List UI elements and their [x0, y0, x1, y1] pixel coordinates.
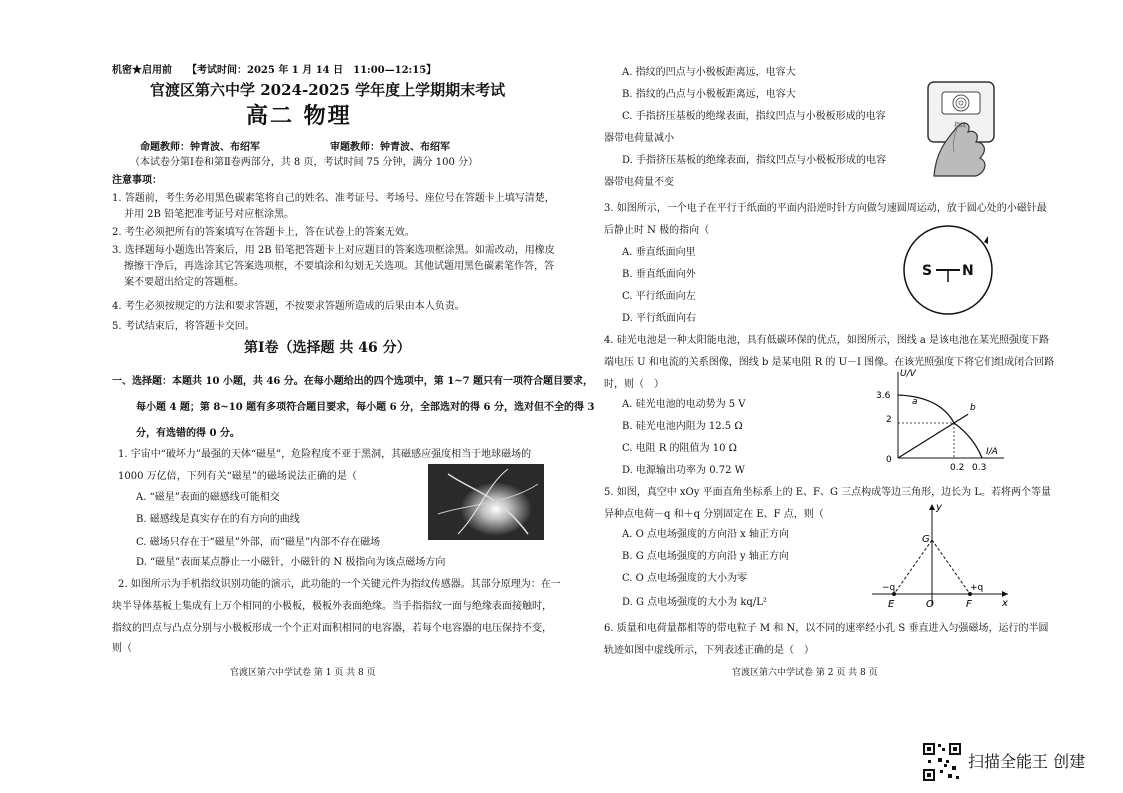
- q1-option-a: A. “磁星”表面的磁感线可能相交: [136, 492, 280, 503]
- q4-stem-cont2: 时，则（ ）: [604, 379, 664, 390]
- q6-stem: 6. 质量和电荷量都相等的带电粒子 M 和 N，以不同的速率经小孔 S 垂直进入匀强磁场，运行的半圆: [604, 623, 1049, 634]
- field-e-label: E: [888, 599, 895, 610]
- instructions-3: 分，有选错的得 0 分。: [136, 428, 240, 439]
- ui-tick-2: 2: [886, 415, 892, 425]
- q2-stem: 2. 如图所示为手机指纹识别功能的演示，此功能的一个关键元件为指纹传感器。其部分原理为：在一: [118, 579, 561, 590]
- q3-option-c: C. 平行纸面向左: [622, 291, 696, 302]
- scanner-watermark: 扫描全能王 创建: [968, 752, 1086, 771]
- ui-curve-a-label: a: [912, 397, 918, 407]
- ui-series-b: [898, 414, 968, 458]
- compass-s-label: S: [922, 263, 933, 279]
- q6-stem-cont: 轨迹如图中虚线所示，下列表述正确的是（ ）: [604, 645, 814, 656]
- q5-option-a: A. O 点电场强度的方向沿 x 轴正方向: [622, 529, 789, 540]
- q4-option-a: A. 硅光电池的电动势为 5 V: [622, 399, 746, 410]
- q4-option-d: D. 电源输出功率为 0.72 W: [622, 465, 745, 476]
- notice-3: 3. 选择题每小题选出答案后，用 2B 铅笔把答题卡上对应题目的答案选项框涂黑。如需改动，用橡皮: [112, 245, 555, 256]
- ui-curve-b-label: b: [970, 403, 976, 413]
- notice-3-cont2: 案不要超出给定的答题框。: [124, 277, 244, 288]
- page-2-footer: 官渡区第六中学试卷 第 2 页 共 8 页: [732, 668, 878, 678]
- q2-option-d-cont: 器带电荷量不变: [604, 177, 674, 188]
- phone-label: 指纹: [954, 122, 967, 129]
- instructions-1: 一、选择题：本题共 10 小题，共 46 分。在每小题给出的四个选项中，第 1~7 题只有一项符合题目要求，: [112, 376, 594, 387]
- ui-u-axis-label: U/V: [900, 369, 916, 379]
- q3-option-b: B. 垂直纸面向外: [622, 269, 696, 280]
- charge-triangle-figure: [862, 500, 1012, 610]
- field-f-label: F: [966, 599, 972, 610]
- q5-stem: 5. 如图，真空中 xOy 平面直角坐标系上的 E、F、G 三点构成等边三角形，边长为 L。若将两个等量: [604, 487, 1051, 498]
- compass-n-label: N: [962, 263, 974, 279]
- q4-stem-cont1: 端电压 U 和电流的关系图像，图线 b 是某电阻 R 的 U－I 图像。在该光照强度下将它们组成闭合回路: [604, 357, 1055, 368]
- q4-option-c: C. 电阻 R 的阻值为 10 Ω: [622, 443, 737, 454]
- notice-3-cont: 擦擦干净后，再选涂其它答案选项框，不要填涂和勾划无关选项。其他试题用黑色碳素笔作答，答: [124, 261, 554, 272]
- ui-graph-svg: [868, 366, 1008, 476]
- q2-option-b: B. 指纹的凸点与小极板距离远，电容大: [622, 89, 796, 100]
- field-pos-charge: +q: [970, 583, 984, 593]
- q1-stem: 1. 宇宙中“破坏力”最强的天体“磁星”，危险程度不亚于黑洞，其磁感应强度相当于地球磁场的: [118, 449, 532, 460]
- q1-stem-cont: 1000 万亿倍，下列有关“磁星”的磁场说法正确的是（: [118, 471, 357, 482]
- ui-tick-0: 0: [886, 455, 892, 465]
- q3-option-a: A. 垂直纸面向里: [622, 247, 696, 258]
- q4-option-b: B. 硅光电池内阻为 12.5 Ω: [622, 421, 743, 432]
- ui-i-axis-label: I/A: [986, 447, 998, 457]
- ui-tick-02: 0.2: [950, 463, 965, 473]
- fingerprint-phone-image: [914, 80, 1010, 178]
- magnetar-image: [428, 464, 544, 540]
- exam-page-2: [562, 0, 1123, 793]
- field-g-label: G: [922, 534, 930, 545]
- ui-tick-36: 3.6: [876, 391, 891, 401]
- q3-stem-cont: 后静止时 N 极的指向（: [604, 225, 710, 236]
- q2-stem-cont1: 块半导体基板上集成有上万个相同的小极板，极板外表面绝缘。当手指指纹一面与绝缘表面接触时，: [112, 601, 552, 612]
- section-1-heading: 第Ⅰ卷（选择题 共 46 分）: [244, 340, 411, 356]
- compass-figure: [900, 222, 996, 318]
- q5-option-d: D. G 点电场强度的大小为 kq/L²: [622, 597, 767, 608]
- q2-stem-cont2: 指纹的凹点与凸点分别与小极板形成一个个正对面积相同的电容器，若每个电容器的电压保持不变，: [112, 623, 552, 634]
- q3-option-d: D. 平行纸面向右: [622, 313, 697, 324]
- q2-option-a: A. 指纹的凹点与小极板距离远，电容大: [622, 67, 796, 78]
- notice-heading: 注意事项：: [112, 175, 162, 186]
- confidential-header: 机密★启用前 【考试时间：2025 年 1 月 14 日 11:00—12:15】: [112, 65, 437, 76]
- exam-info: （本试卷分第Ⅰ卷和第Ⅱ卷两部分，共 8 页，考试时间 75 分钟，满分 100 分）: [130, 157, 478, 168]
- q2-stem-cont3: 则（: [112, 643, 132, 654]
- q2-option-d: D. 手指挤压基板的绝缘表面，指纹凹点与小极板形成的电容: [622, 155, 887, 166]
- notice-1-cont: 并用 2B 铅笔把准考证号对应框涂黑。: [124, 209, 295, 220]
- exam-title: 官渡区第六中学 2024-2025 学年度上学期期末考试: [150, 81, 506, 99]
- q1-option-b: B. 磁感线是真实存在的有方向的曲线: [136, 514, 300, 525]
- q5-stem-cont: 异种点电荷－q 和＋q 分别固定在 E、F 点，则（: [604, 509, 824, 520]
- subject-title: 高二 物理: [246, 103, 352, 129]
- ui-tick-03: 0.3: [972, 463, 987, 473]
- notice-4: 4. 考生必须按规定的方法和要求答题，不按要求答题所造成的后果由本人负责。: [112, 301, 465, 312]
- field-neg-charge: −q: [882, 583, 896, 593]
- teachers-line: 命题教师：钟青波、布绍军 审题教师：钟青波、布绍军: [140, 142, 450, 153]
- q1-option-c: C. 磁场只存在于“磁星”外部，而“磁星”内部不存在磁场: [136, 537, 381, 548]
- field-o-label: O: [926, 599, 934, 610]
- field-y-label: y: [936, 502, 942, 513]
- q3-stem: 3. 如图所示，一个电子在平行于纸面的平面内沿逆时针方向做匀速圆周运动，放于圆心处的小磁针最: [604, 203, 1047, 214]
- instructions-2: 每小题 4 题；第 8~10 题有多项符合题目要求，每小题 6 分，全部选对的得 6 分，选对但不全的得 3: [136, 402, 595, 413]
- q4-stem: 4. 硅光电池是一种太阳能电池，具有低碳环保的优点，如图所示，图线 a 是该电池在某光照强度下路: [604, 335, 1050, 346]
- page-1-footer: 官渡区第六中学试卷 第 1 页 共 8 页: [230, 668, 376, 678]
- q2-option-c: C. 手指挤压基板的绝缘表面，指纹凹点与小极板形成的电容: [622, 111, 886, 122]
- qr-code-icon: [922, 742, 962, 782]
- q5-option-b: B. G 点电场强度的方向沿 y 轴正方向: [622, 551, 789, 562]
- notice-1: 1. 答题前，考生务必用黑色碳素笔将自己的姓名、准考证号、考场号、座位号在答题卡上填写清楚，: [112, 193, 555, 204]
- q1-option-d: D. “磁星”表面某点静止一小磁针，小磁针的 N 极指向为该点磁场方向: [136, 557, 446, 568]
- q2-option-c-cont: 器带电荷量减小: [604, 133, 674, 144]
- q5-option-c: C. O 点电场强度的大小为零: [622, 573, 748, 584]
- ui-graph: [868, 366, 1008, 476]
- notice-2: 2. 考生必须把所有的答案填写在答题卡上，答在试卷上的答案无效。: [112, 227, 415, 238]
- field-x-label: x: [1002, 598, 1008, 609]
- notice-5: 5. 考试结束后，将答题卡交回。: [112, 321, 255, 332]
